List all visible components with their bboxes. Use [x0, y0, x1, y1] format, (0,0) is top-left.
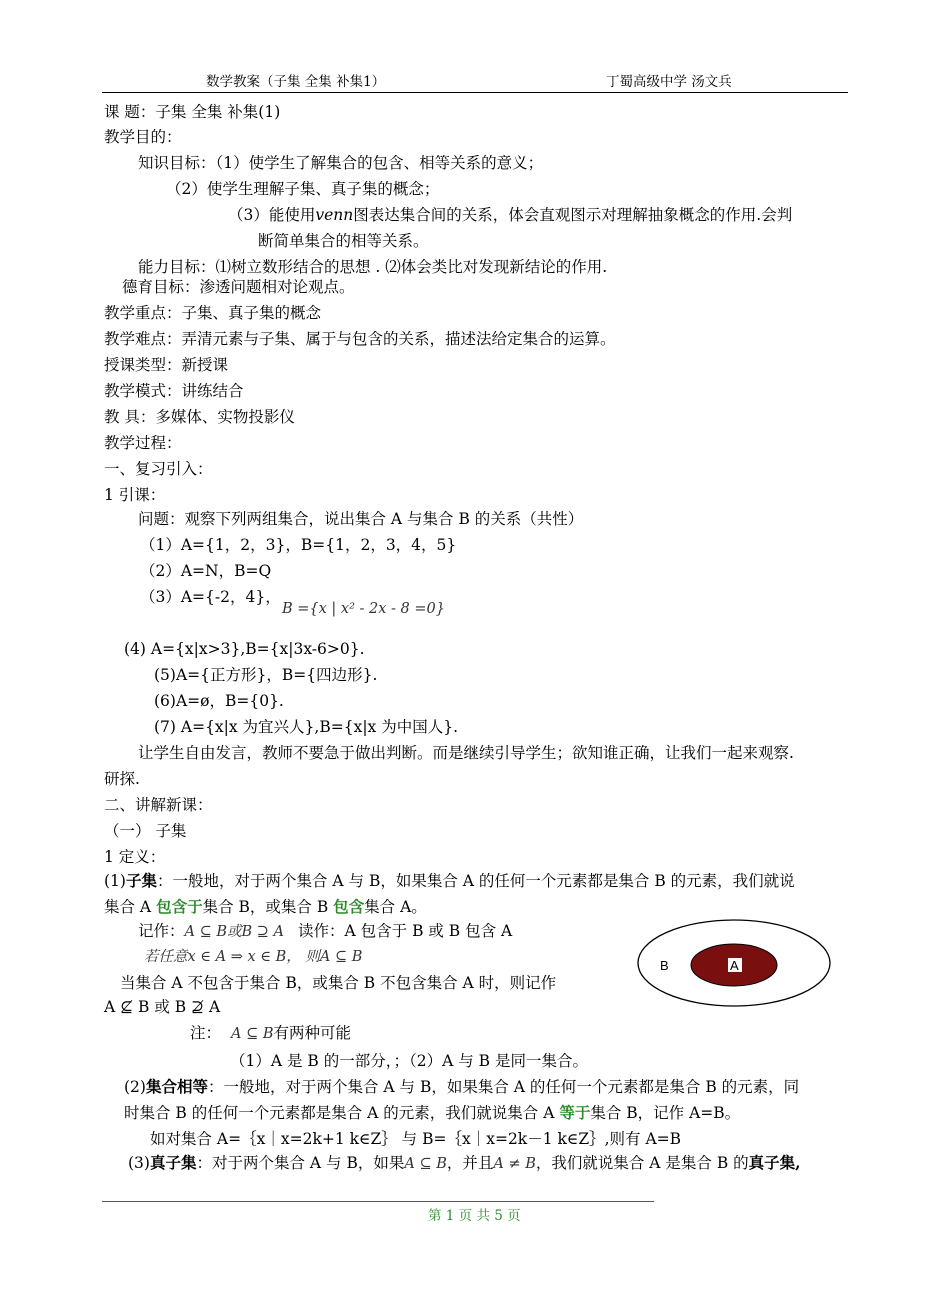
knowledge-goal-3-part1: （3）能使用	[228, 206, 316, 224]
section-new-lesson: 二、讲解新课：	[104, 796, 213, 814]
subset-def-part3: 集合 A。	[364, 898, 427, 916]
proper-formula-2: A ≠ B	[493, 1156, 536, 1172]
knowledge-goal-3	[228, 204, 792, 226]
not-contained-text: 当集合 A 不包含于集合 B，或集合 B 不包含集合 A 时，则记作	[120, 974, 557, 992]
subsection-subset: （一） 子集	[104, 822, 187, 840]
two-cases: （1）A 是 B 的一部分，；（2）A 与 B 是同一集合。	[230, 1052, 588, 1070]
lesson-title: 课 题：子集 全集 补集(1)	[104, 103, 281, 121]
reading-text: 读作：A 包含于 B 或 B 包含 A	[298, 922, 513, 940]
proper-subset-term-2: 真子集,	[748, 1153, 801, 1172]
proper-number: (3)	[128, 1154, 150, 1172]
class-type: 授课类型：新授课	[104, 356, 229, 374]
intro-heading: 1 引课：	[104, 486, 166, 504]
knowledge-goal-3-part2: 图表达集合间的关系，体会直观图示对理解抽象概念的作用.会判	[353, 206, 793, 224]
venn-diagram	[636, 918, 832, 1008]
notation-formula: A ⊆ B或B ⊇ A	[184, 924, 285, 940]
question: 问题：观察下列两组集合，说出集合 A 与集合 B 的关系（共性）	[138, 510, 584, 528]
set-equality-definition	[124, 1076, 799, 1098]
knowledge-goal-2: （2）使学生理解子集、真子集的概念；	[166, 180, 440, 198]
definition-heading: 1 定义：	[104, 848, 166, 866]
page-number: 第 1 页 共 5 页	[428, 1208, 521, 1224]
ability-goal: 能力目标：⑴树立数形结合的思想 . ⑵体会类比对发现新结论的作用.	[138, 258, 608, 276]
subset-definition-text: ：一般地，对于两个集合 A 与 B，如果集合 A 的任何一个元素都是集合 B 的元素，我们就说	[156, 872, 795, 890]
header-rule	[102, 92, 848, 93]
section-review: 一、复习引入：	[104, 460, 213, 478]
note-line	[190, 1022, 351, 1045]
set-equality-cont	[124, 1102, 740, 1124]
knowledge-goal-1: 知识目标：（1）使学生了解集合的包含、相等关系的意义；	[138, 154, 544, 172]
equality-definition-text: ：一般地，对于两个集合 A 与 B，如果集合 A 的任何一个元素都是集合 B 的元素，同	[207, 1078, 800, 1096]
teaching-mode: 教学模式：讲练结合	[104, 382, 244, 400]
venn-word: venn	[315, 206, 354, 224]
contained-in-term: 包含于	[156, 897, 203, 916]
knowledge-goal-3-cont: 断简单集合的相等关系。	[258, 232, 429, 250]
venn-outer-label: B	[660, 958, 669, 973]
proper-subset-definition	[128, 1152, 801, 1175]
example-2: （2）A=N，B=Q	[140, 562, 272, 580]
subset-number: (1)	[104, 872, 126, 890]
proper-def-part1: ：对于两个集合 A 与 B，如果	[196, 1154, 405, 1172]
proper-subset-term: 真子集	[149, 1153, 197, 1172]
moral-goal: 德育目标：渗透问题相对论观点。	[122, 278, 355, 296]
equality-def-part2: 集合 B，记作 A=B。	[590, 1104, 741, 1122]
subset-definition	[104, 870, 795, 892]
subset-definition-cont	[104, 896, 427, 918]
discussion-cont: 研探.	[104, 770, 140, 788]
example-3: （3）A={-2，4}，	[140, 588, 281, 606]
contains-term: 包含	[333, 897, 365, 916]
header-right: 丁蜀高级中学 汤文兵	[606, 74, 732, 90]
notation-line	[138, 920, 512, 943]
note-text: 有两种可能	[273, 1024, 352, 1042]
implication-formula: 若任意x ∈ A ⇒ x ∈ B， 则A ⊆ B	[144, 949, 363, 965]
note-formula: A ⊆ B	[231, 1026, 274, 1042]
notation-label: 记作：	[138, 922, 185, 940]
key-point: 教学重点：子集、真子集的概念	[104, 304, 322, 322]
teaching-process: 教学过程：	[104, 434, 182, 452]
teaching-goal-heading: 教学目的：	[104, 128, 182, 146]
discussion: 让学生自由发言，教师不要急于做出判断。而是继续引导学生；欲知谁正确，让我们一起来观察.	[138, 744, 794, 762]
proper-formula-1: A ⊆ B	[404, 1156, 447, 1172]
subset-def-part1: 集合 A	[104, 898, 157, 916]
equality-def-part1: 时集合 B 的任何一个元素都是集合 A 的元素，我们就说集合 A	[124, 1104, 560, 1122]
header-left: 数学教案（子集 全集 补集1）	[206, 74, 386, 90]
not-contained-notation: A ⊈ B 或 B ⊉ A	[104, 998, 221, 1016]
subset-term: 子集	[125, 871, 157, 890]
note-label: 注：	[190, 1024, 222, 1042]
equals-term: 等于	[559, 1103, 591, 1122]
equality-term: 集合相等	[145, 1077, 208, 1096]
footer-rule	[102, 1201, 654, 1202]
venn-inner-label: A	[730, 958, 739, 973]
example-6: (6)A=ø，B={0}.	[154, 692, 284, 710]
equality-number: (2)	[124, 1078, 146, 1096]
example-5: (5)A={正方形}，B={四边形}.	[154, 666, 378, 684]
subset-def-part2: 集合 B，或集合 B	[202, 898, 334, 916]
example-1: （1）A={1，2，3}，B={1，2，3，4，5}	[140, 536, 457, 554]
proper-def-part3: ，我们就说集合 A 是集合 B 的	[535, 1154, 749, 1172]
example-7: (7) A={x|x 为宜兴人},B={x|x 为中国人}.	[154, 718, 459, 736]
teaching-tools: 教 具：多媒体、实物投影仪	[104, 408, 295, 426]
example-4: (4) A={x|x>3},B={x|3x-6>0}.	[124, 640, 365, 658]
equality-example: 如对集合 A=｛x｜x=2k+1 k∈Z｝ 与 B=｛x｜x=2k－1 k∈Z｝,则有 A=B	[150, 1130, 682, 1148]
difficult-point: 教学难点：弄清元素与子集、属于与包含的关系，描述法给定集合的运算。	[104, 330, 616, 348]
proper-def-part2: ，并且	[446, 1154, 494, 1172]
example-3-formula: B ={x | x² - 2x - 8 =0}	[282, 601, 445, 617]
